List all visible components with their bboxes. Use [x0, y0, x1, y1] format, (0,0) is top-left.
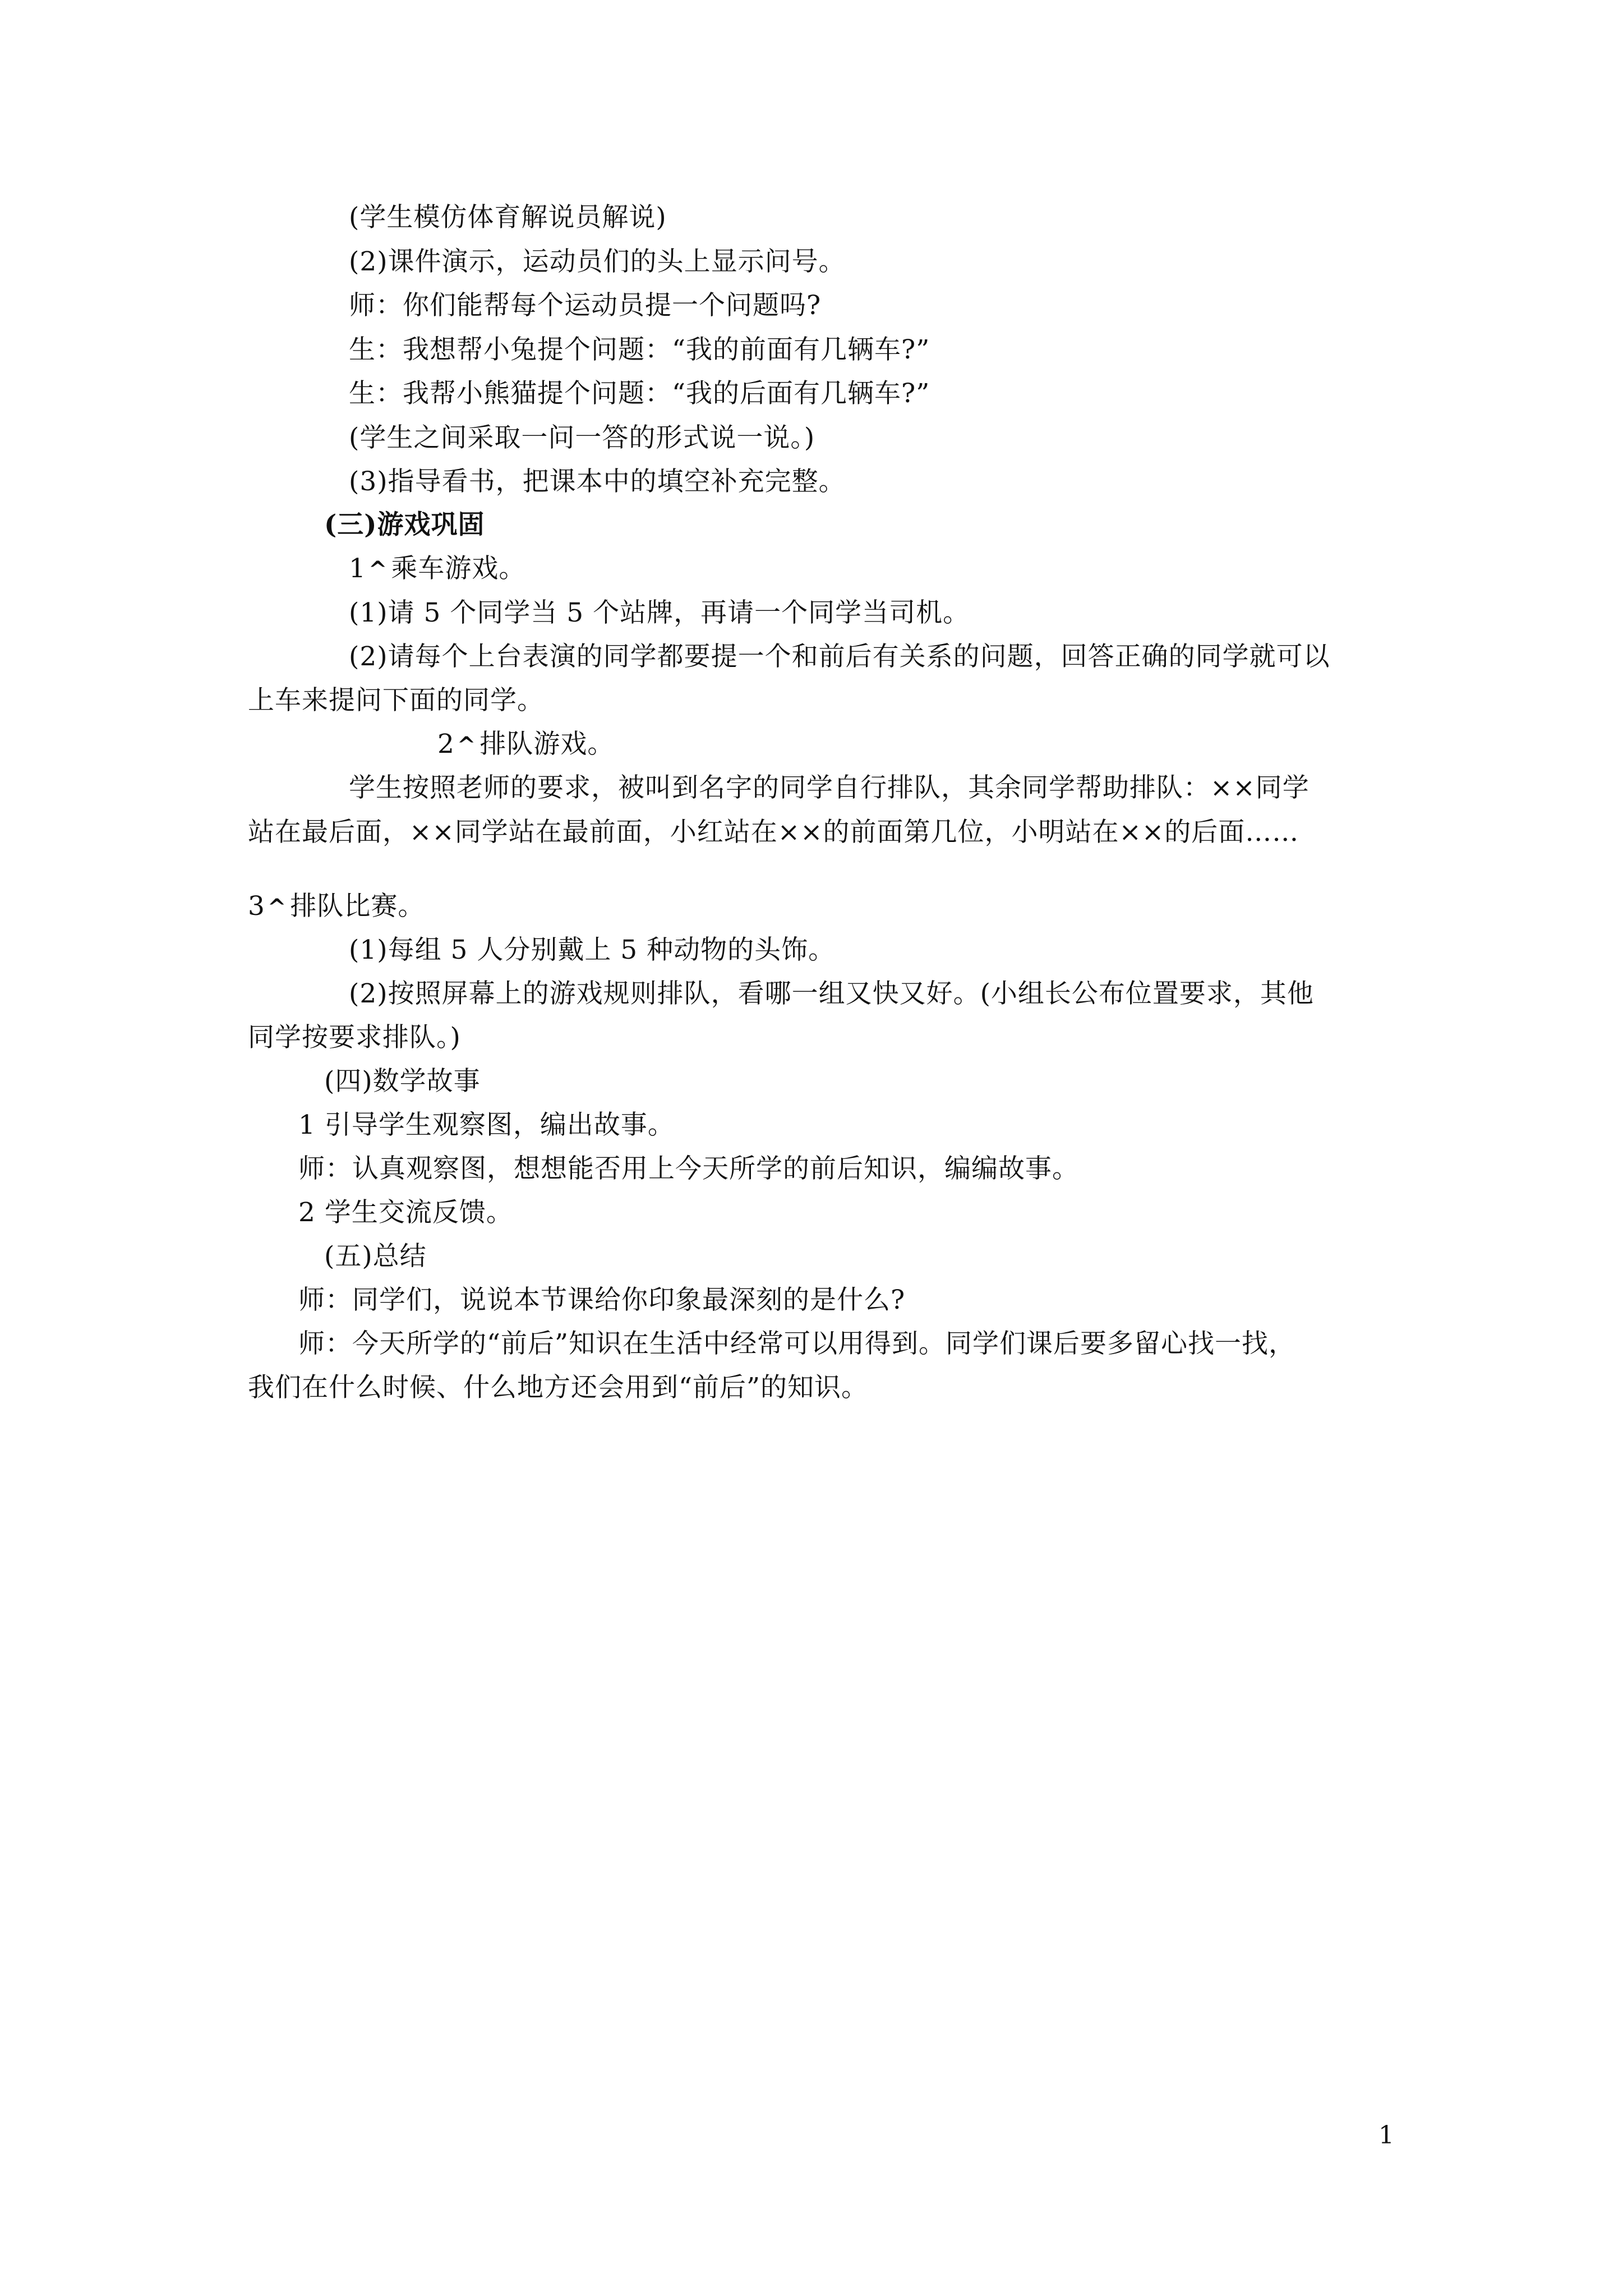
text-line: 2 学生交流反馈。 [298, 1197, 513, 1228]
text-line: 师：今天所学的“前后”知识在生活中经常可以用得到。同学们课后要多留心找一找， [298, 1328, 1296, 1359]
text-line: 师：你们能帮每个运动员提一个问题吗? [349, 290, 822, 321]
text-line: 师：同学们，说说本节课给你印象最深刻的是什么? [298, 1285, 906, 1315]
list-item [349, 552, 525, 587]
text-line: (1)每组 5 人分别戴上 5 种动物的头饰。 [349, 935, 836, 965]
item-text: 排队游戏。 [479, 729, 615, 760]
text-line: 师：认真观察图，想想能否用上今天所学的前后知识，编编故事。 [298, 1153, 1079, 1184]
text-line: 1 引导学生观察图，编出故事。 [298, 1110, 675, 1140]
text-line: (3)指导看书，把课本中的填空补充完整。 [349, 466, 846, 497]
text-line: (2)按照屏幕上的游戏规则排队，看哪一组又快又好。(小组长公布位置要求，其他 [349, 978, 1314, 1009]
item-number: 2 [437, 729, 455, 760]
item-number: 3 [248, 891, 265, 922]
text-line: 同学按要求排队。) [248, 1022, 461, 1053]
text-line: (2)请每个上台表演的同学都要提一个和前后有关系的问题，回答正确的同学就可以 [349, 641, 1330, 672]
text-line: (学生之间采取一问一答的形式说一说。) [349, 422, 815, 453]
text-line: (2)课件演示，运动员们的头上显示问号。 [349, 246, 846, 277]
text-line: 学生按照老师的要求，被叫到名字的同学自行排队，其余同学帮助排队：××同学 [349, 772, 1310, 803]
section-heading: (四)数学故事 [324, 1066, 481, 1097]
item-text: 排队比赛。 [290, 891, 425, 922]
page-number: 1 [1378, 2121, 1394, 2150]
text-line: 站在最后面，××同学站在最前面，小红站在××的前面第几位，小明站在××的后面…… [248, 817, 1299, 848]
list-item [437, 728, 614, 762]
item-number: 1 [349, 553, 366, 584]
text-line: 生：我帮小熊猫提个问题：“我的后面有几辆车?” [349, 378, 930, 409]
text-line: 我们在什么时候、什么地方还会用到“前后”的知识。 [248, 1372, 869, 1403]
text-line: 生：我想帮小兔提个问题：“我的前面有几辆车?” [349, 334, 930, 365]
section-heading: (五)总结 [324, 1241, 427, 1272]
text-line: (学生模仿体育解说员解说) [349, 202, 667, 233]
text-line: (1)请 5 个同学当 5 个站牌，再请一个同学当司机。 [349, 597, 970, 628]
caret-icon: ^ [267, 894, 287, 921]
list-item [248, 890, 425, 924]
section-heading: (三)游戏巩固 [324, 509, 485, 540]
item-text: 乘车游戏。 [391, 553, 526, 584]
caret-icon: ^ [368, 556, 388, 583]
caret-icon: ^ [457, 732, 477, 758]
text-line: 上车来提问下面的同学。 [248, 685, 544, 716]
